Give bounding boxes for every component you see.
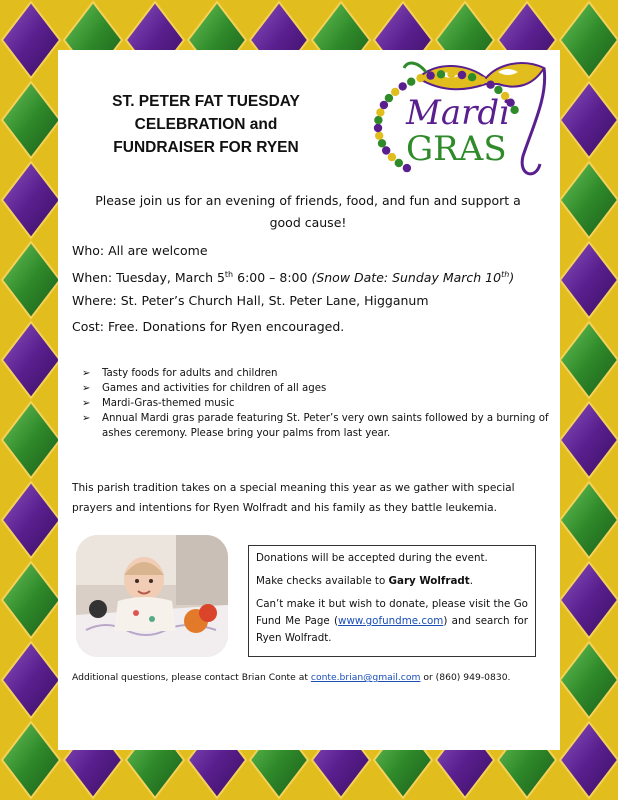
- donation-line: Donations will be accepted during the event.: [256, 552, 488, 564]
- bead: [447, 70, 455, 78]
- bead: [380, 101, 388, 109]
- title-line-3: FUNDRAISER FOR RYEN: [113, 139, 299, 156]
- list-item: ➢ Tasty foods for adults and children: [82, 368, 278, 379]
- arrow-bullet-icon: ➢: [82, 383, 91, 394]
- list-item: ➢ Annual Mardi gras parade featuring St. Peter’s very own saints followed by a burning of ashes ceremony. Please bring your palms from last year.: [82, 413, 549, 439]
- bead: [374, 116, 382, 124]
- list-item: ➢ Mardi-Gras-themed music: [82, 398, 235, 409]
- event-title: [86, 90, 326, 159]
- bead: [385, 94, 393, 102]
- gofundme-line: Can’t make it but wish to donate, please visit the Go Fund Me Page (www.gofundme.com) and search for Ryen Wolfradt.: [256, 598, 529, 644]
- logo-mardi-text: Mardi: [406, 93, 510, 133]
- bead: [376, 108, 384, 116]
- title-line-1: ST. PETER FAT TUESDAY: [112, 93, 300, 110]
- bead: [378, 139, 386, 147]
- arrow-bullet-icon: ➢: [82, 398, 91, 409]
- list-item: ➢ Games and activities for children of all ages: [82, 383, 327, 394]
- bead: [375, 132, 383, 140]
- bead: [486, 81, 494, 89]
- arrow-bullet-icon: ➢: [82, 413, 91, 424]
- bead: [391, 88, 399, 96]
- bead: [395, 159, 403, 167]
- who-line: Who: All are welcome: [72, 243, 208, 258]
- arrow-bullet-icon: ➢: [82, 368, 91, 379]
- flyer-card: [58, 50, 560, 750]
- bead: [478, 76, 486, 84]
- bead: [458, 71, 466, 79]
- email-link[interactable]: conte.brian@gmail.com: [310, 672, 421, 683]
- when-line: When: Tuesday, March 5th 6:00 – 8:00 (Snow Date: Sunday March 10th): [72, 270, 515, 286]
- bead: [374, 124, 382, 132]
- intro-text: Please join us for an evening of friends, food, and fun and support a good cause!: [95, 193, 521, 230]
- title-line-2: CELEBRATION and: [134, 116, 278, 133]
- checks-line: Make checks available to Gary Wolfradt.: [256, 575, 473, 587]
- contact-line: Additional questions, please contact Brian Conte at conte.brian@gmail.com or (860) 949-0830.: [72, 672, 511, 683]
- bead: [468, 73, 476, 81]
- bead: [416, 74, 424, 82]
- donation-info-box: [248, 545, 536, 657]
- bead: [382, 146, 390, 154]
- bead: [437, 70, 445, 78]
- child-photo: [76, 535, 228, 657]
- parish-paragraph: This parish tradition takes on a special meaning this year as we gather with special prayers and intentions for Ryen Wolfradt and his family as they battle leukemia.: [72, 482, 515, 514]
- bead: [426, 71, 434, 79]
- bead: [388, 153, 396, 161]
- bead: [510, 106, 518, 114]
- where-line: Where: St. Peter’s Church Hall, St. Peter Lane, Higganum: [72, 293, 429, 308]
- feature-list: [82, 366, 552, 441]
- bead: [407, 78, 415, 86]
- bead: [399, 82, 407, 90]
- logo-gras-text: GRAS: [406, 129, 507, 169]
- mardi-gras-logo: [348, 56, 548, 186]
- gofundme-link[interactable]: www.gofundme.com: [338, 615, 444, 627]
- cost-line: Cost: Free. Donations for Ryen encouraged.: [72, 319, 345, 334]
